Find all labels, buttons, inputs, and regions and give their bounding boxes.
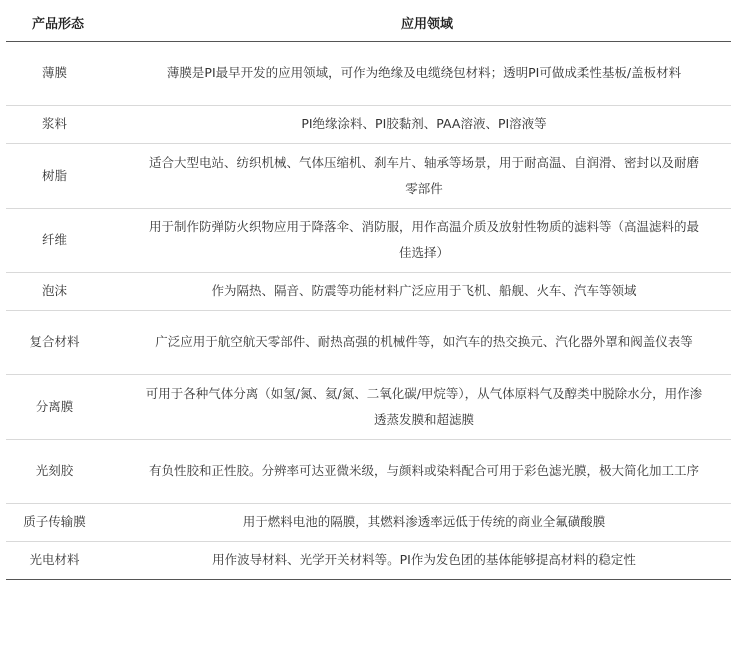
table-header	[6, 4, 731, 41]
table-row	[6, 503, 731, 541]
product-form-cell: 光电材料	[6, 541, 123, 579]
header-product-form: 产品形态	[6, 4, 123, 41]
application-cell: 适合大型电站、纺织机械、气体压缩机、刹车片、轴承等场景，用于耐高温、自润滑、密封以及耐磨零部件	[123, 143, 731, 208]
application-cell: 作为隔热、隔音、防震等功能材料广泛应用于飞机、船舰、火车、汽车等领域	[123, 272, 731, 310]
product-form-cell: 复合材料	[6, 310, 123, 374]
table-row	[6, 439, 731, 503]
table-row	[6, 41, 731, 105]
application-cell: 用于燃料电池的隔膜，其燃料渗透率远低于传统的商业全氟磺酸膜	[123, 503, 731, 541]
application-cell: 用作波导材料、光学开关材料等。PI作为发色团的基体能够提高材料的稳定性	[123, 541, 731, 579]
product-form-cell: 泡沫	[6, 272, 123, 310]
table-row	[6, 310, 731, 374]
table-row	[6, 105, 731, 143]
product-form-cell: 光刻胶	[6, 439, 123, 503]
product-form-cell: 质子传输膜	[6, 503, 123, 541]
application-cell: 薄膜是PI最早开发的应用领域，可作为绝缘及电缆绕包材料；透明PI可做成柔性基板/盖板材料	[123, 41, 731, 105]
table-body	[6, 41, 731, 579]
table-row	[6, 143, 731, 208]
product-form-cell: 薄膜	[6, 41, 123, 105]
header-row	[6, 4, 731, 41]
application-cell: 广泛应用于航空航天零部件、耐热高强的机械件等，如汽车的热交换元、汽化器外罩和阀盖仪表等	[123, 310, 731, 374]
table-row	[6, 208, 731, 272]
product-form-cell: 纤维	[6, 208, 123, 272]
table-row	[6, 541, 731, 579]
product-form-cell: 分离膜	[6, 374, 123, 439]
table-row	[6, 374, 731, 439]
pi-applications-table-container	[6, 4, 731, 580]
application-cell: 用于制作防弹防火织物应用于降落伞、消防服，用作高温介质及放射性物质的滤料等（高温滤料的最佳选择）	[123, 208, 731, 272]
table-row	[6, 272, 731, 310]
pi-applications-table	[6, 4, 731, 580]
product-form-cell: 浆料	[6, 105, 123, 143]
application-cell: 可用于各种气体分离（如氢/氮、氦/氮、二氧化碳/甲烷等），从气体原料气及醇类中脱除水分，用作渗透蒸发膜和超滤膜	[123, 374, 731, 439]
application-cell: 有负性胶和正性胶。分辨率可达亚微米级，与颜料或染料配合可用于彩色滤光膜，极大简化加工工序	[123, 439, 731, 503]
application-cell: PI绝缘涂料、PI胶黏剂、PAA溶液、PI溶液等	[123, 105, 731, 143]
product-form-cell: 树脂	[6, 143, 123, 208]
header-application-field: 应用领域	[123, 4, 731, 41]
